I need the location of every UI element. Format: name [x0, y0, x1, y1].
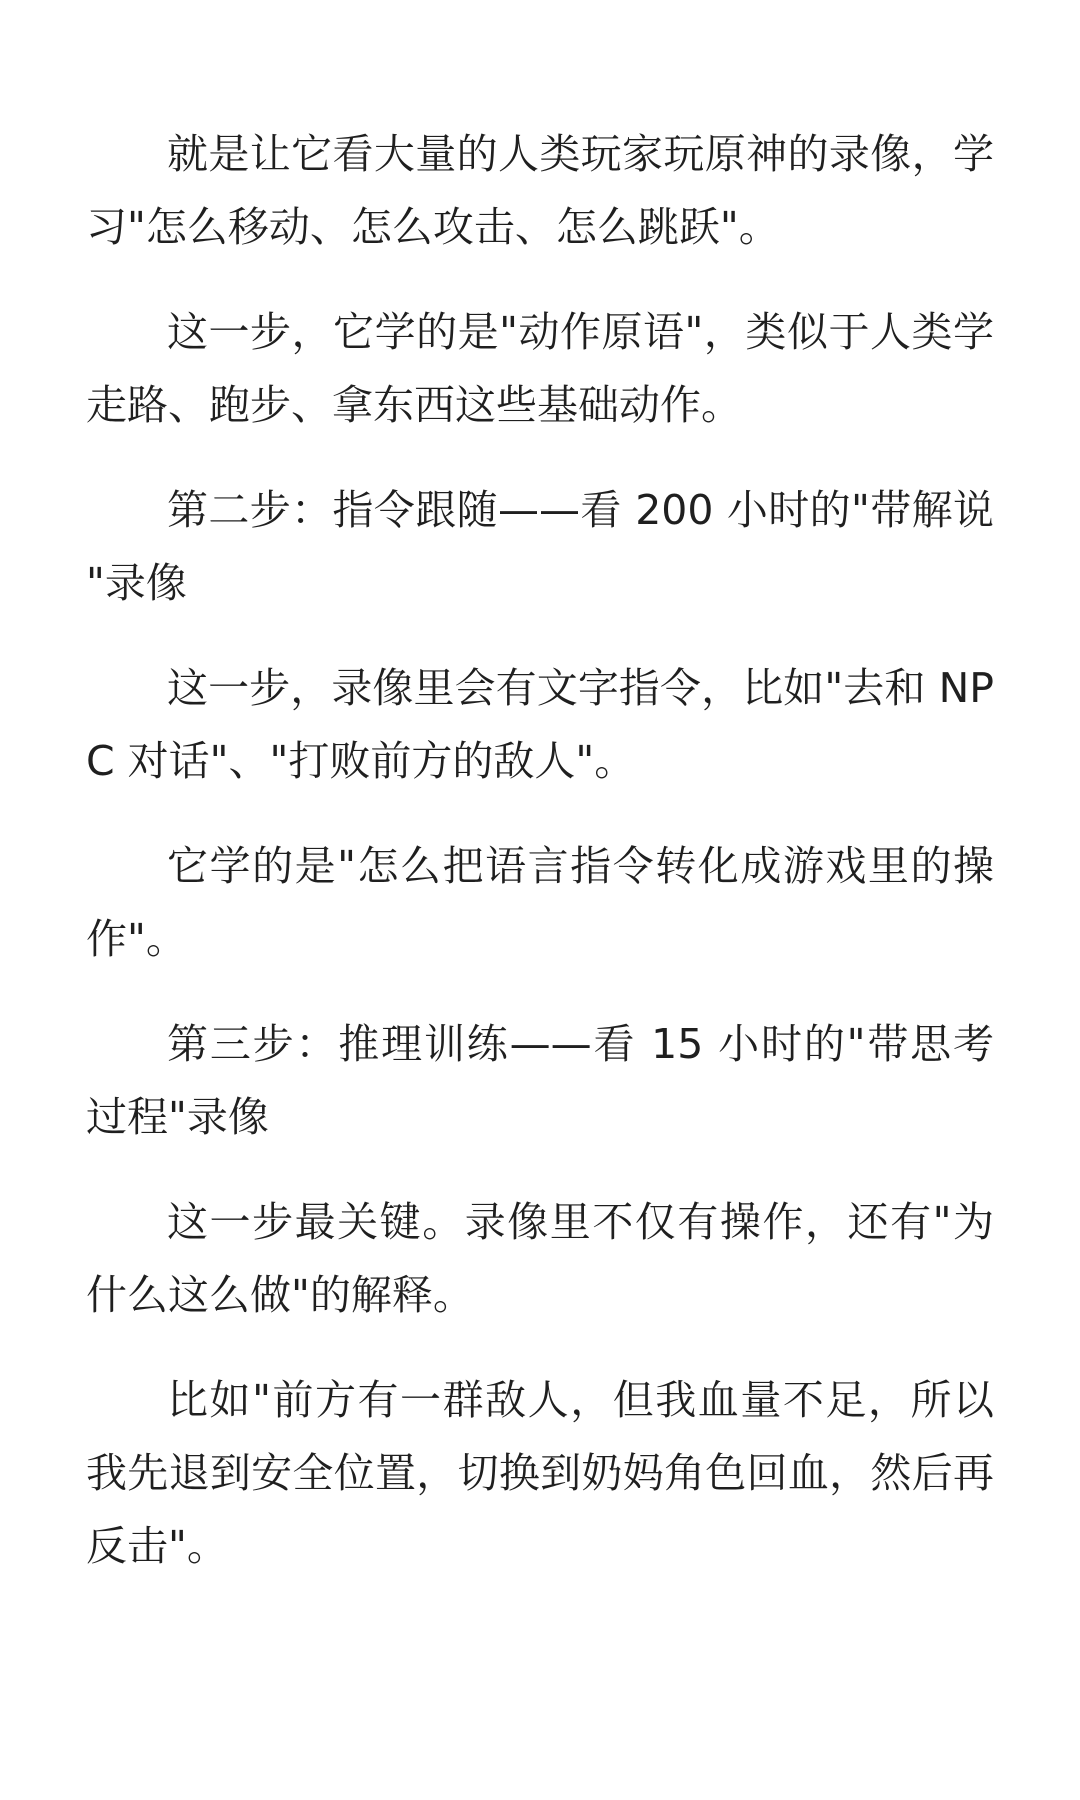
heading-step-two: 第二步：指令跟随——看 200 小时的"带解说"录像 — [86, 486, 994, 607]
article-body — [86, 118, 994, 1615]
paragraph-text-instructions: 这一步，录像里会有文字指令，比如"去和 NPC 对话"、"打败前方的敌人"。 — [86, 664, 994, 785]
paragraph-most-critical-step: 这一步最关键。录像里不仅有操作，还有"为什么这么做"的解释。 — [86, 1198, 994, 1319]
paragraph-learn-from-recordings: 就是让它看大量的人类玩家玩原神的录像，学习"怎么移动、怎么攻击、怎么跳跃"。 — [86, 130, 994, 251]
heading-step-three: 第三步：推理训练——看 15 小时的"带思考过程"录像 — [86, 1020, 994, 1141]
paragraph-language-to-action: 它学的是"怎么把语言指令转化成游戏里的操作"。 — [86, 842, 994, 963]
paragraph-reasoning-example: 比如"前方有一群敌人，但我血量不足，所以我先退到安全位置，切换到奶妈角色回血，然后再反击"。 — [86, 1376, 994, 1570]
paragraph-action-primitives: 这一步，它学的是"动作原语"，类似于人类学走路、跑步、拿东西这些基础动作。 — [86, 308, 994, 429]
